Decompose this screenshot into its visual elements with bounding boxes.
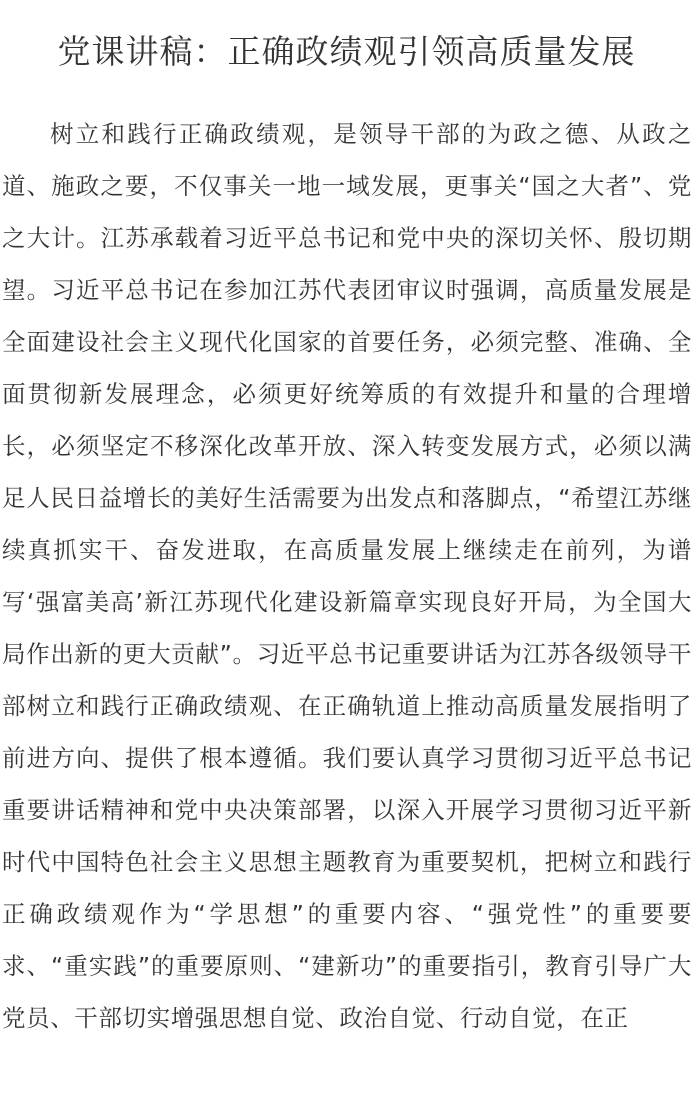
article-paragraph: 树立和践行正确政绩观，是领导干部的为政之德、从政之道、施政之要，不仅事关一地一域发展，更事关“国之大者”、党之大计。江苏承载着习近平总书记和党中央的深切关怀、殷切期望。习近平总书记在参加江苏代表团审议时强调，高质量发展是全面建设社会主义现代化国家的首要任务，必须完整、准确、全面贯彻新发展理念，必须更好统筹质的有效提升和量的合理增长，必须坚定不移深化改革开放、深入转变发展方式，必须以满足人民日益增长的美好生活需要为出发点和落脚点，“希望江苏继续真抓实干、奋发进取，在高质量发展上继续走在前列，为谱写‘强富美高’新江苏现代化建设新篇章实现良好开局，为全国大局作出新的更大贡献”。习近平总书记重要讲话为江苏各级领导干部树立和践行正确政绩观、在正确轨道上推动高质量发展指明了前进方向、提供了根本遵循。我们要认真学习贯彻习近平总书记重要讲话精神和党中央决策部署，以深入开展学习贯彻习近平新时代中国特色社会主义思想主题教育为重要契机，把树立和践行正确政绩观作为“学思想”的重要内容、“强党性”的重要要求、“重实践”的重要原则、“建新功”的重要指引，教育引导广大党员、干部切实增强思想自觉、政治自觉、行动自觉，在正 <box>2 120 692 1032</box>
article-title: 党课讲稿：正确政绩观引领高质量发展 <box>57 32 636 71</box>
